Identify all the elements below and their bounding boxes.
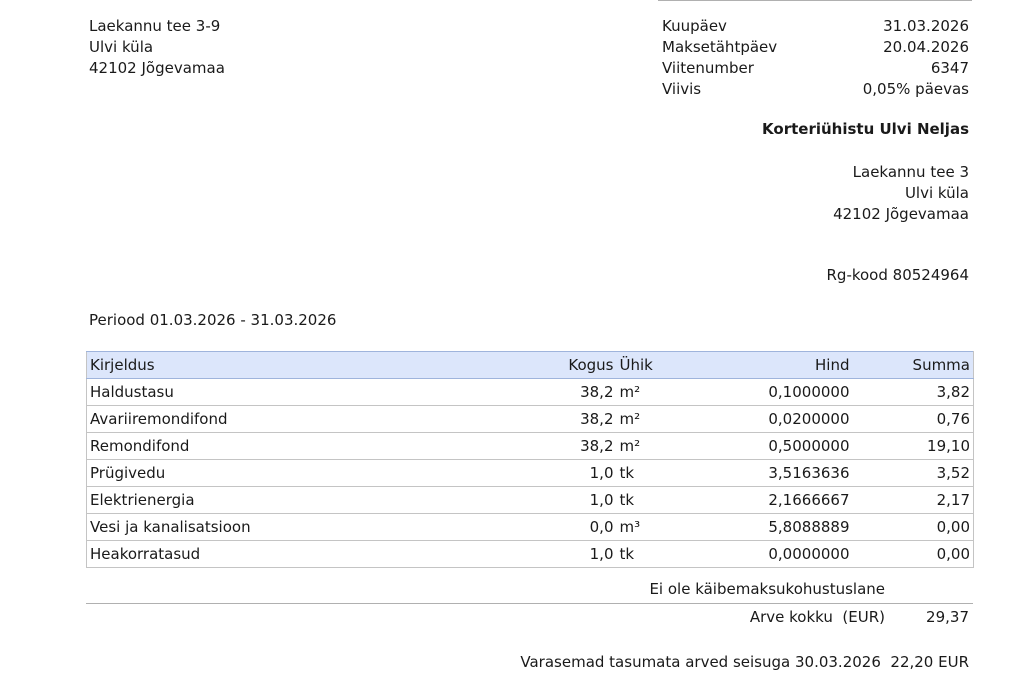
- row-price: 2,1666667: [697, 487, 853, 514]
- table-row: [87, 379, 974, 406]
- recipient-address: [89, 16, 225, 79]
- row-unit: tk: [617, 487, 697, 514]
- column-header-description: Kirjeldus: [87, 352, 387, 379]
- row-description: Prügivedu: [87, 460, 387, 487]
- table-row: [87, 487, 974, 514]
- total-label: Arve kokku (EUR): [749, 608, 885, 626]
- row-price: 0,0200000: [697, 406, 853, 433]
- row-quantity: 38,2: [387, 433, 617, 460]
- issuer-street: Laekannu tee 3: [852, 163, 969, 181]
- row-unit: tk: [617, 460, 697, 487]
- total-value: 29,37: [926, 608, 969, 626]
- row-quantity: 0,0: [387, 514, 617, 541]
- meta-row-date: [662, 16, 969, 37]
- row-unit: tk: [617, 541, 697, 568]
- previous-unpaid-note: Varasemad tasumata arved seisuga 30.03.2026 22,20 EUR: [520, 653, 969, 671]
- row-quantity: 1,0: [387, 487, 617, 514]
- row-price: 0,1000000: [697, 379, 853, 406]
- row-quantity: 1,0: [387, 541, 617, 568]
- column-header-sum: Summa: [853, 352, 974, 379]
- row-sum: 3,52: [853, 460, 974, 487]
- summary-divider: [86, 603, 973, 604]
- row-sum: 0,76: [853, 406, 974, 433]
- invoice-items-table: [86, 351, 974, 568]
- meta-value: 6347: [930, 59, 969, 77]
- header-divider: [658, 0, 972, 1]
- row-description: Elektrienergia: [87, 487, 387, 514]
- meta-label: Viivis: [662, 80, 702, 98]
- meta-row-reference: [662, 58, 969, 79]
- row-price: 5,8088889: [697, 514, 853, 541]
- table-row: [87, 541, 974, 568]
- row-unit: m²: [617, 379, 697, 406]
- meta-row-penalty: [662, 79, 969, 100]
- billing-period: Periood 01.03.2026 - 31.03.2026: [89, 311, 337, 329]
- meta-label: Maksetähtpäev: [662, 38, 778, 56]
- table-row: [87, 406, 974, 433]
- row-price: 0,0000000: [697, 541, 853, 568]
- row-description: Avariiremondifond: [87, 406, 387, 433]
- recipient-street: Laekannu tee 3-9: [89, 17, 221, 35]
- table-row: [87, 514, 974, 541]
- table-row: [87, 460, 974, 487]
- column-header-price: Hind: [697, 352, 853, 379]
- row-sum: 3,82: [853, 379, 974, 406]
- row-description: Remondifond: [87, 433, 387, 460]
- meta-value: 31.03.2026: [883, 17, 969, 35]
- row-sum: 0,00: [853, 514, 974, 541]
- row-quantity: 38,2: [387, 379, 617, 406]
- meta-row-due-date: [662, 37, 969, 58]
- issuer-village: Ulvi küla: [904, 184, 969, 202]
- row-unit: m²: [617, 433, 697, 460]
- table-header-row: [87, 352, 974, 379]
- recipient-village: Ulvi küla: [89, 38, 154, 56]
- meta-label: Viitenumber: [662, 59, 754, 77]
- row-description: Haldustasu: [87, 379, 387, 406]
- recipient-postal: 42102 Jõgevamaa: [89, 59, 225, 77]
- row-sum: 2,17: [853, 487, 974, 514]
- meta-label: Kuupäev: [662, 17, 727, 35]
- row-description: Heakorratasud: [87, 541, 387, 568]
- table-row: [87, 433, 974, 460]
- issuer-address: [833, 162, 969, 225]
- issuer-name: Korteriühistu Ulvi Neljas: [762, 120, 969, 138]
- vat-note: Ei ole käibemaksukohustuslane: [649, 580, 885, 598]
- issuer-postal: 42102 Jõgevamaa: [833, 205, 969, 223]
- row-unit: m²: [617, 406, 697, 433]
- column-header-quantity: Kogus: [387, 352, 617, 379]
- meta-value: 0,05% päevas: [862, 80, 969, 98]
- invoice-meta: [662, 16, 969, 100]
- row-description: Vesi ja kanalisatsioon: [87, 514, 387, 541]
- row-sum: 0,00: [853, 541, 974, 568]
- row-quantity: 1,0: [387, 460, 617, 487]
- meta-value: 20.04.2026: [883, 38, 969, 56]
- row-price: 0,5000000: [697, 433, 853, 460]
- column-header-unit: Ühik: [617, 352, 697, 379]
- row-price: 3,5163636: [697, 460, 853, 487]
- row-quantity: 38,2: [387, 406, 617, 433]
- row-sum: 19,10: [853, 433, 974, 460]
- row-unit: m³: [617, 514, 697, 541]
- issuer-reg-code: Rg-kood 80524964: [826, 266, 969, 284]
